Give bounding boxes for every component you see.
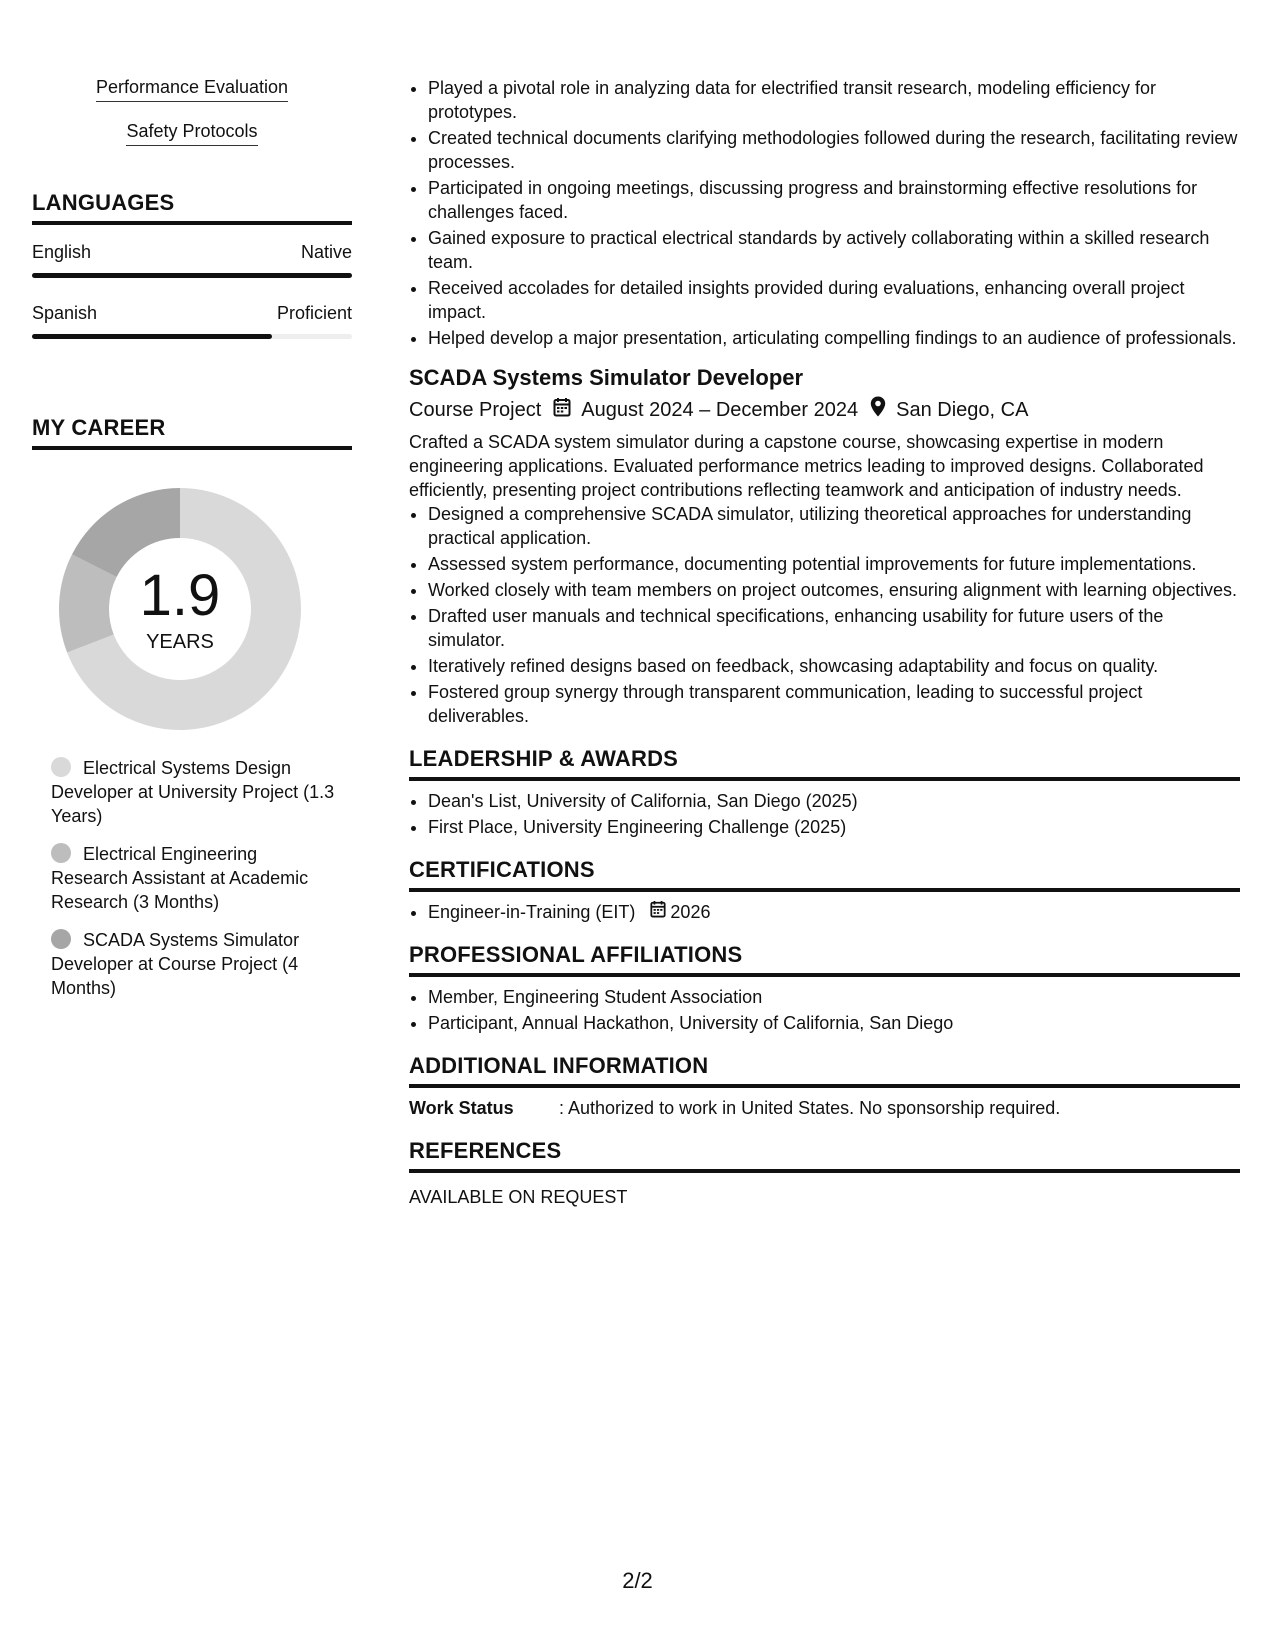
legend-swatch (51, 757, 71, 777)
language-name: Spanish (32, 303, 98, 323)
job-bullets (409, 502, 1240, 728)
bullet-item: • Designed a comprehensive SCADA simulator, utilizing theoretical approaches for understanding practical application. (428, 502, 1240, 550)
bullet-item: • Drafted user manuals and technical specifications, enhancing usability for future users of the simulator. (428, 604, 1240, 652)
bullet-item: • Created technical documents clarifying methodologies followed during the research, facilitating review processes. (428, 126, 1240, 174)
language-level: Native (300, 242, 352, 262)
language-proficiency-fill (32, 273, 352, 278)
certification-year: 2026 (670, 902, 711, 922)
bullet-item: • Played a pivotal role in analyzing data for electrified transit research, modeling efficiency for prototypes. (428, 76, 1240, 124)
bullet-item: • Fostered group synergy through transparent communication, leading to successful project deliverables. (428, 680, 1240, 728)
bullet-item: • Worked closely with team members on project outcomes, ensuring alignment with learning objectives. (428, 578, 1240, 602)
language-item (32, 241, 352, 278)
job-meta (409, 396, 1240, 424)
skill-tag: Performance Evaluation (96, 76, 288, 102)
leadership-title: LEADERSHIP & AWARDS (409, 746, 1240, 781)
certification-name: Engineer-in-Training (EIT) (428, 902, 636, 922)
skill-tag: Safety Protocols (126, 120, 257, 146)
job-title: SCADA Systems Simulator Developer (409, 365, 804, 390)
map-pin-icon (870, 396, 886, 424)
career-total-value: 1.9 (139, 563, 221, 628)
job-description: Crafted a SCADA system simulator during a capstone course, showcasing expertise in modern engineering applications. Evaluated performance metrics leading to improved designs. Collaborated efficiently, presenting project contributions reflecting teamwork and anticipation of industry needs. (409, 432, 1204, 500)
affiliations-list (409, 985, 1240, 1035)
career-title: MY CAREER (32, 415, 352, 450)
work-status-value: : Authorized to work in United States. No sponsorship required. (559, 1098, 1061, 1118)
career-legend-item (51, 928, 336, 1000)
career-legend (51, 756, 336, 1000)
affiliation-item: • Member, Engineering Student Association (428, 985, 1240, 1009)
language-proficiency-fill (32, 334, 272, 339)
previous-job-bullets (409, 76, 1240, 350)
language-item (32, 302, 352, 339)
language-proficiency-bar (32, 273, 352, 278)
legend-swatch (51, 929, 71, 949)
legend-swatch (51, 843, 71, 863)
language-level: Proficient (276, 303, 352, 323)
career-section (32, 415, 352, 1000)
legend-label: Electrical Systems Design Developer at University Project (1.3 Years) (51, 758, 335, 826)
legend-label: Electrical Engineering Research Assistant at Academic Research (3 Months) (51, 844, 309, 912)
career-donut-chart (55, 484, 305, 734)
languages-section (32, 190, 352, 339)
language-proficiency-bar (32, 334, 352, 339)
award-item: • First Place, University Engineering Challenge (2025) (428, 815, 1240, 839)
calendar-icon (553, 397, 571, 424)
career-legend-item (51, 756, 336, 828)
certifications-list (409, 900, 1240, 924)
legend-label: SCADA Systems Simulator Developer at Course Project (4 Months) (51, 930, 300, 998)
work-status-label: Work Status (409, 1098, 514, 1118)
calendar-icon (650, 900, 666, 924)
bullet-item: • Participated in ongoing meetings, discussing progress and brainstorming effective resolutions for challenges faced. (428, 176, 1240, 224)
bullet-item: • Assessed system performance, documenting potential improvements for future implementations. (428, 552, 1240, 576)
bullet-item: • Received accolades for detailed insights provided during evaluations, enhancing overall project impact. (428, 276, 1240, 324)
language-name: English (32, 242, 92, 262)
sidebar (32, 76, 352, 1014)
certifications-title: CERTIFICATIONS (409, 857, 1240, 892)
page-number: 2/2 (622, 1568, 653, 1593)
affiliations-title: PROFESSIONAL AFFILIATIONS (409, 942, 1240, 977)
career-legend-item (51, 842, 336, 914)
references-text: AVAILABLE ON REQUEST (409, 1187, 628, 1207)
bullet-item: • Helped develop a major presentation, articulating compelling findings to an audience of professionals. (428, 326, 1240, 350)
main-content (409, 76, 1240, 1209)
career-total-unit: YEARS (146, 631, 214, 653)
award-item: • Dean's List, University of California, San Diego (2025) (428, 789, 1240, 813)
affiliation-item: • Participant, Annual Hackathon, University of California, San Diego (428, 1011, 1240, 1035)
job-entry (409, 364, 1240, 728)
work-status-row (409, 1096, 1240, 1120)
career-total (55, 563, 305, 654)
job-location: San Diego, CA (896, 399, 1029, 421)
leadership-list (409, 789, 1240, 839)
skill-tags (32, 76, 352, 164)
languages-title: LANGUAGES (32, 190, 352, 225)
bullet-item: • Gained exposure to practical electrical standards by actively collaborating within a skilled research team. (428, 226, 1240, 274)
additional-info-title: ADDITIONAL INFORMATION (409, 1053, 1240, 1088)
job-company: Course Project (409, 399, 542, 421)
job-dates: August 2024 – December 2024 (581, 399, 859, 421)
references-title: REFERENCES (409, 1138, 1240, 1173)
bullet-item: • Iteratively refined designs based on feedback, showcasing adaptability and focus on quality. (428, 654, 1240, 678)
certification-item (428, 900, 1240, 924)
